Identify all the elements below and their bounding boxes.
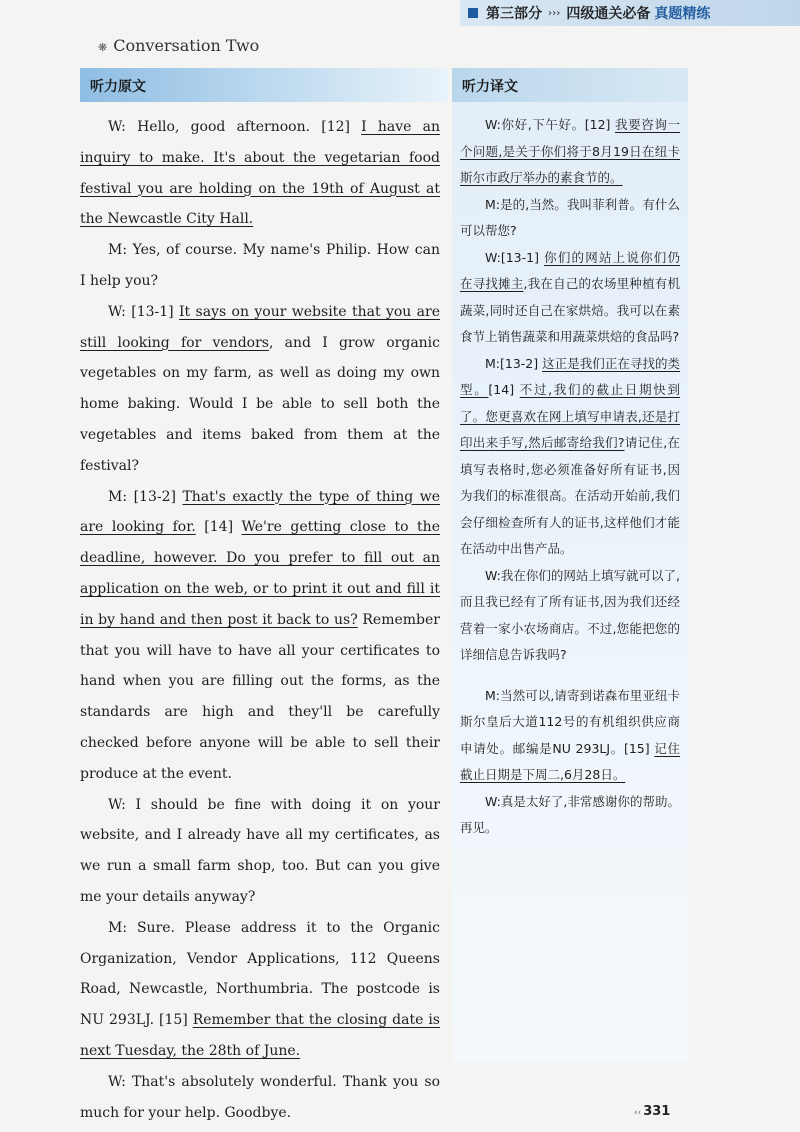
chinese-text: W:[13-1] <box>485 249 545 265</box>
translation-tab <box>452 68 688 102</box>
chinese-text: W:我在你们的网站上填写就可以了,而且我已经有了所有证书,因为我们还经营着一家小农场商店。不过,您能把您的详细信息告诉我吗? <box>460 567 680 662</box>
english-text: M: Yes, of course. My name's Philip. How can I help you? <box>80 242 440 289</box>
english-underlined-text: It says on your website that you are still looking for vendors <box>80 303 440 351</box>
bullet-icon: ❋ <box>98 41 108 54</box>
english-paragraph <box>80 235 440 297</box>
conversation-title <box>98 36 259 55</box>
chinese-paragraph <box>460 789 680 842</box>
english-paragraph <box>80 913 440 1067</box>
chinese-text: M:[13-2] <box>485 355 543 371</box>
chinese-underlined-text: 这正是我们正在寻找的类型。 <box>460 355 680 397</box>
page-number-value: 331 <box>643 1104 671 1119</box>
header-square-icon <box>468 8 478 18</box>
chinese-text: W:真是太好了,非常感谢你的帮助。再见。 <box>460 793 680 835</box>
page-arrows: ‹‹ <box>634 1108 642 1118</box>
english-paragraph <box>80 1067 440 1129</box>
chinese-underlined-text: 你们的网站上说你们仍在寻找摊主 <box>460 249 680 291</box>
translation-label: 听力译文 <box>462 79 518 95</box>
english-text: M: Sure. Please address it to the Organic Organization, Vendor Applications, 112 Queens Road, Newcastle, Northumbria. The postcode is NU 293LJ. [15] <box>80 919 440 1029</box>
original-text-tab <box>80 68 448 102</box>
header-separator: ››› <box>548 7 561 19</box>
conversation-title-text: Conversation Two <box>113 36 260 55</box>
english-text: M: [13-2] <box>108 488 183 505</box>
english-paragraph <box>80 482 440 790</box>
chinese-paragraph <box>460 245 680 351</box>
original-text-label: 听力原文 <box>90 79 146 95</box>
running-header <box>460 0 800 26</box>
english-text: [14] <box>195 519 242 536</box>
chinese-underlined-text: 记住截止日期是下周二,6月28日。 <box>460 740 680 782</box>
chinese-text: [14] <box>488 382 520 397</box>
chinese-paragraph <box>460 112 680 192</box>
english-paragraph <box>80 112 440 235</box>
page-number <box>634 1104 670 1119</box>
english-text: Remember that you will have to have all your certificates to hand when you are filling out the forms, as the standards are high and they'll be carefully checked before anyone will be able to sell their produce at the event. <box>80 611 440 782</box>
english-underlined-text: I have an inquiry to make. It's about the vegetarian food festival you are holding on the 19th of August at the Newcastle City Hall. <box>80 119 440 228</box>
english-text: W: That's absolutely wonderful. Thank you so much for your help. Goodbye. <box>80 1073 440 1121</box>
chinese-text: ,我在自己的农场里种植有机蔬菜,同时还自己在家烘焙。我可以在素食节上销售蔬菜和用蔬菜烘焙的食品吗? <box>460 276 680 344</box>
english-paragraph <box>80 297 440 482</box>
english-paragraph <box>80 790 440 913</box>
chinese-text: M:是的,当然。我叫菲利普。有什么可以帮您? <box>460 196 680 238</box>
english-text: W: I should be fine with doing it on your website, and I already have all my certificates, as we run a small farm shop, too. But can you give me your details anyway? <box>80 796 440 905</box>
english-text: W: [13-1] <box>108 303 180 320</box>
chinese-underlined-text: 不过,我们的截止日期快到了。您更喜欢在网上填写申请表,还是打印出来手写,然后邮寄给我们? <box>460 382 680 450</box>
english-underlined-text: Remember that the closing date is next Tuesday, the 28th of June. <box>80 1012 440 1059</box>
english-transcript <box>80 112 440 1128</box>
header-title: 四级通关必备 <box>566 6 651 22</box>
chinese-translation <box>460 112 680 842</box>
english-text: , and I grow organic vegetables on my farm, as well as doing my own home baking. Would I be able to sell both the vegetables and items baked from them at the festival? <box>80 334 440 474</box>
header-part: 第三部分 <box>486 6 542 22</box>
chinese-underlined-text: 我要咨询一个问题,是关于你们将于8月19日在纽卡斯尔市政厅举办的素食节的。 <box>460 117 680 185</box>
chinese-paragraph <box>460 192 680 245</box>
chinese-paragraph <box>460 563 680 669</box>
chinese-text: W:你好,下午好。[12] <box>485 117 616 132</box>
chinese-paragraph <box>460 351 680 563</box>
english-underlined-text: That's exactly the type of thing we are looking for. <box>80 488 440 536</box>
english-text: W: Hello, good afternoon. [12] <box>108 119 362 135</box>
english-underlined-text: We're getting close to the deadline, however. Do you prefer to fill out an application on the web, or to print it out and fill it in by hand and then post it back to us? <box>80 519 440 628</box>
header-highlight: 真题精练 <box>654 6 711 22</box>
chinese-paragraph <box>460 683 680 789</box>
chinese-text: M:当然可以,请寄到诺森布里亚纽卡斯尔皇后大道112号的有机组织供应商申请处。邮编是NU 293LJ。[15] <box>460 687 680 756</box>
chinese-text: 请记住,在填写表格时,您必须准备好所有证书,因为我们的标准很高。在活动开始前,我们会仔细检查所有人的证书,这样他们才能在活动中出售产品。 <box>460 435 680 556</box>
